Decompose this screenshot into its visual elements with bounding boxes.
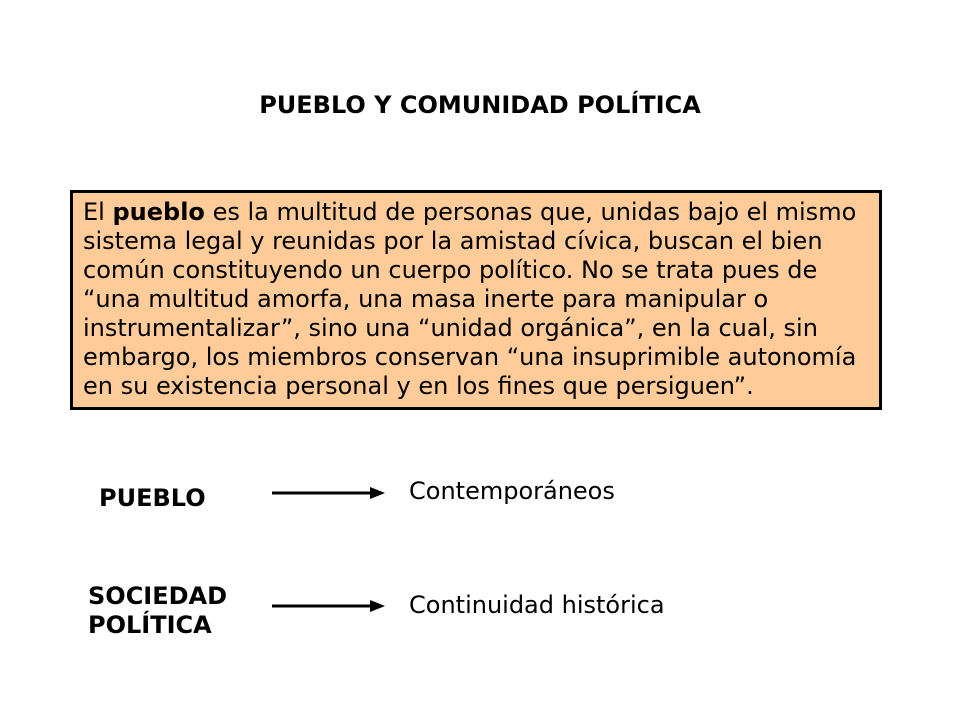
result-contemporaneos: Contemporáneos xyxy=(409,477,615,505)
definition-line xyxy=(83,198,879,227)
right-arrow-icon xyxy=(270,597,388,615)
definition-term: pueblo xyxy=(112,198,205,226)
concept-sociedad-politica xyxy=(88,582,227,640)
definition-line: sistema legal y reunidas por la amistad cívica, buscan el bien xyxy=(83,227,823,255)
definition-line: “una multitud amorfa, una masa inerte para manipular o xyxy=(83,285,769,313)
right-arrow-icon xyxy=(270,484,388,502)
arrow-head xyxy=(370,600,385,612)
concept-label-line: POLÍTICA xyxy=(88,611,212,639)
definition-first-line-rest: es la multitud de personas que, unidas bajo el mismo xyxy=(212,198,857,226)
definition-line: instrumentalizar”, sino una “unidad orgánica”, en la cual, sin xyxy=(83,314,818,342)
concept-pueblo xyxy=(99,484,206,513)
definition-line: común constituyendo un cuerpo político. No se trata pues de xyxy=(83,256,818,284)
definition-lead: El xyxy=(83,198,105,226)
definition-line: embargo, los miembros conservan “una insuprimible autonomía xyxy=(83,343,857,371)
slide-title: PUEBLO Y COMUNIDAD POLÍTICA xyxy=(259,91,701,119)
result-continuidad-historica: Continuidad histórica xyxy=(409,591,665,619)
definition-line: en su existencia personal y en los fines que persiguen”. xyxy=(83,372,754,400)
definition-box xyxy=(70,190,882,410)
concept-label-line: PUEBLO xyxy=(99,484,206,512)
concept-label-line: SOCIEDAD xyxy=(88,582,228,610)
arrow-head xyxy=(370,487,385,499)
